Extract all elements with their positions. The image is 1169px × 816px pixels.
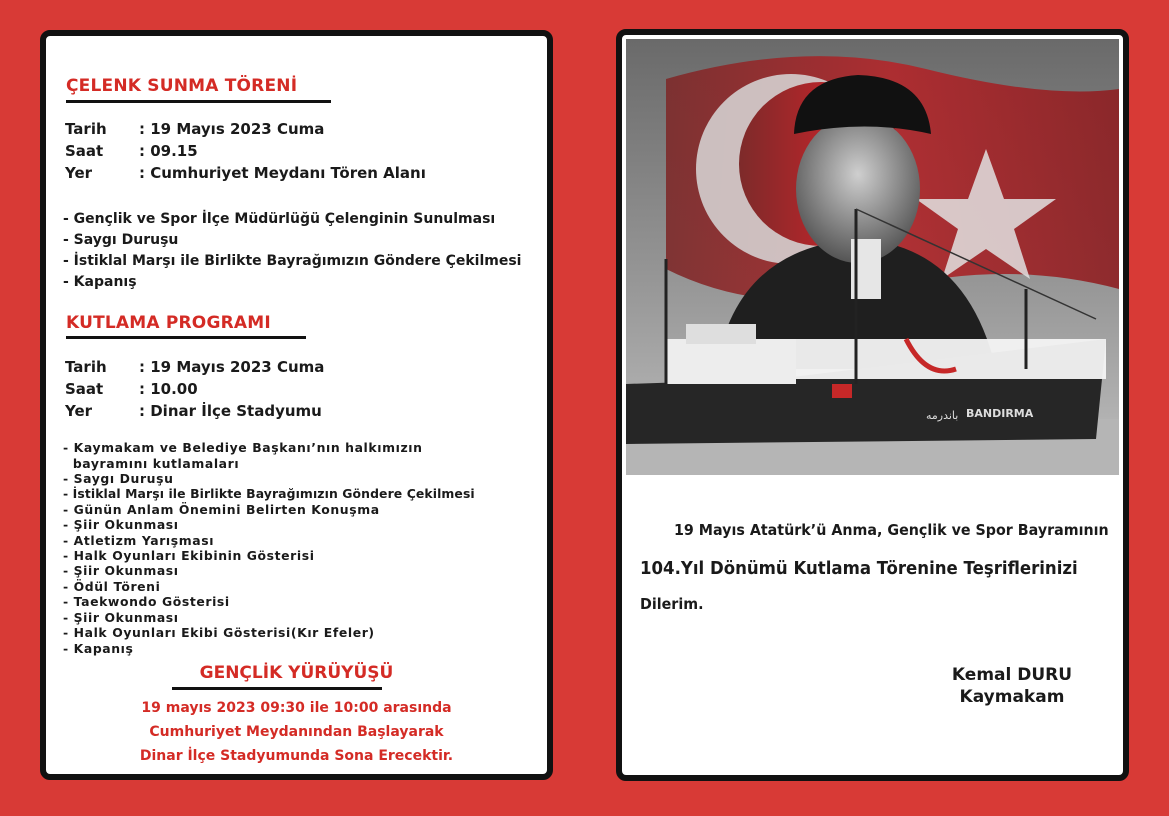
program-item: - Kaymakam ve Belediye Başkanı’nın halkımızın: [63, 440, 423, 455]
program-time-label: Saat: [65, 380, 104, 398]
wreath-item: - Gençlik ve Spor İlçe Müdürlüğü Çelenginin Sunulması: [63, 211, 496, 227]
program-date-value: : 19 Mayıs 2023 Cuma: [139, 358, 325, 376]
wreath-title-underline: [66, 100, 331, 103]
program-title-underline: [66, 336, 306, 339]
ship-name-arabic: باندرمه: [926, 409, 959, 422]
program-place-label: Yer: [65, 402, 93, 420]
program-item: - Ödül Töreni: [63, 579, 161, 594]
program-date-row: [65, 358, 324, 376]
ship-name: BANDIRMA: [966, 407, 1034, 420]
program-item: - Kapanış: [63, 641, 134, 656]
program-time-value: : 10.00: [139, 380, 198, 398]
program-item: bayramını kutlamaları: [63, 456, 240, 471]
wreath-time-row: [65, 142, 198, 160]
wreath-date-label: Tarih: [65, 120, 107, 138]
wreath-place-label: Yer: [65, 164, 93, 182]
invitation-line-2: 104.Yıl Dönümü Kutlama Törenine Teşriflerinizi: [640, 558, 1078, 579]
program-item: - Taekwondo Gösterisi: [63, 594, 230, 609]
ataturk-bandirma-photo: [626, 39, 1119, 475]
wreath-place-value: : Cumhuriyet Meydanı Tören Alanı: [139, 164, 426, 182]
program-item: - Şiir Okunması: [63, 563, 179, 578]
celebration-program-title: KUTLAMA PROGRAMI: [66, 313, 271, 333]
wreath-item: - İstiklal Marşı ile Birlikte Bayrağımızın Göndere Çekilmesi: [63, 253, 522, 269]
program-time-row: [65, 380, 198, 398]
walk-line: Cumhuriyet Meydanından Başlayarak: [149, 724, 444, 740]
signer-title: Kaymakam: [959, 687, 1065, 707]
program-place-row: [65, 402, 322, 420]
wreath-ceremony-title: ÇELENK SUNMA TÖRENİ: [66, 76, 298, 96]
wreath-item: - Saygı Duruşu: [63, 232, 179, 248]
program-date-label: Tarih: [65, 358, 107, 376]
program-item: - Halk Oyunları Ekibi Gösterisi(Kır Efeler): [63, 625, 375, 640]
walk-title-underline: [172, 687, 382, 690]
program-item: - Atletizm Yarışması: [63, 533, 215, 548]
program-item: - İstiklal Marşı ile Birlikte Bayrağımızın Göndere Çekilmesi: [63, 486, 475, 501]
program-item: - Şiir Okunması: [63, 517, 179, 532]
walk-line: 19 mayıs 2023 09:30 ile 10:00 arasında: [141, 700, 452, 716]
wreath-time-label: Saat: [65, 142, 104, 160]
invitation-line-3: Dilerim.: [640, 595, 704, 613]
program-item: - Şiir Okunması: [63, 610, 179, 625]
walk-line: Dinar İlçe Stadyumunda Sona Erecektir.: [139, 748, 454, 764]
program-item: - Günün Anlam Önemini Belirten Konuşma: [63, 502, 380, 517]
wreath-time-value: : 09.15: [139, 142, 198, 160]
wreath-date-value: : 19 Mayıs 2023 Cuma: [139, 120, 325, 138]
wreath-place-row: [65, 164, 426, 182]
youth-walk-title: GENÇLİK YÜRÜYÜŞÜ: [199, 663, 394, 683]
invitation-line-1: 19 Mayıs Atatürk’ü Anma, Gençlik ve Spor Bayramının: [674, 521, 1109, 539]
program-place-value: : Dinar İlçe Stadyumu: [139, 402, 322, 420]
program-panel: [40, 30, 553, 780]
invitation-panel: [616, 29, 1129, 781]
signer-name: Kemal DURU: [951, 665, 1073, 685]
wreath-item: - Kapanış: [63, 274, 137, 290]
program-item: - Halk Oyunları Ekibinin Gösterisi: [63, 548, 315, 563]
wreath-date-row: [65, 120, 324, 138]
program-item: - Saygı Duruşu: [63, 471, 174, 486]
